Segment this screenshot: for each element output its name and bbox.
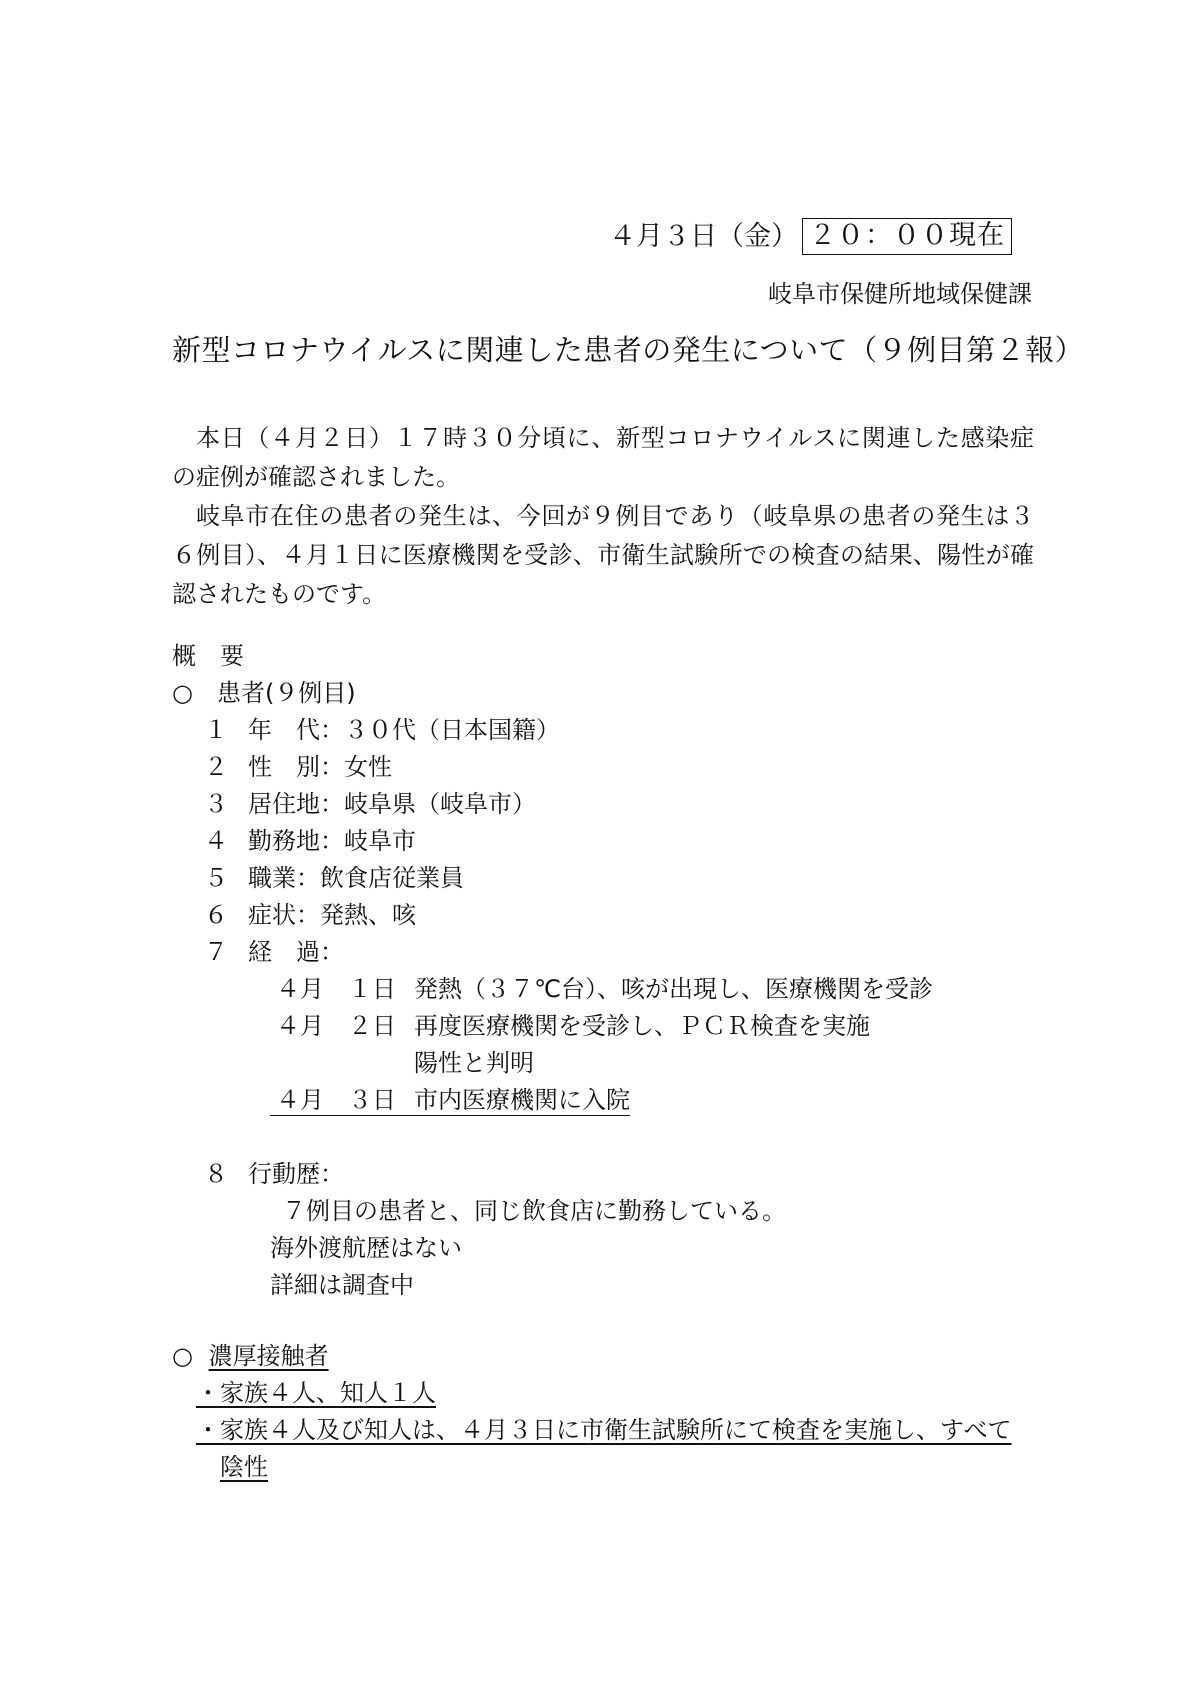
item-number: ２ [204,753,228,781]
item-number: １ [204,716,228,744]
item-number: ８ [204,1160,228,1188]
progress-text: 市内医療機関に入院 [414,1086,630,1114]
contacts-line [196,1379,436,1408]
item-value: 岐阜市 [344,827,416,855]
item-label: 居住地： [248,790,344,818]
history-item [204,1160,344,1189]
progress-date: ４月 ３日 [276,1086,396,1114]
contacts-heading: 濃厚接触者 [208,1342,329,1370]
item-value: 飲食店従業員 [320,864,464,892]
progress-row [276,1049,534,1078]
item-label: 性 別： [248,753,344,781]
item-label: 症状： [248,901,320,929]
item-number: ５ [204,864,228,892]
item-label: 行動歴： [248,1160,344,1188]
progress-date: ４月 ２日 [276,1012,396,1040]
contacts-line-text: ・家族４人及び知人は、４月３日に市衛生試験所にて検査を実施し、すべて [196,1416,1012,1444]
history-line: ７例目の患者と、同じ飲食店に勤務している。 [282,1197,786,1225]
overview-heading: 概 要 [172,642,244,670]
overview-item [204,827,416,856]
item-number: ７ [204,938,228,966]
contacts-line-text: ・家族４人、知人１人 [196,1379,436,1407]
overview-item [204,901,416,930]
item-label: 勤務地： [248,827,344,855]
intro-paragraph-2: 岐阜市在住の患者の発生は、今回が９例目であり（岐阜県の患者の発生は３６例目）、４月１日に医療機関を受診、市衛生試験所での検査の結果、陽性が確認されたものです。 [172,502,1034,608]
contacts-line [196,1416,1012,1445]
progress-date: ４月 １日 [276,975,396,1003]
overview-item [204,716,560,745]
item-label: 経 過： [248,938,344,966]
report-date-text: ４月３日（金） [609,220,798,252]
report-time-box: ２０：００現在 [802,218,1012,255]
progress-text: 再度医療機関を受診し、ＰＣＲ検査を実施 [414,1012,870,1040]
history-line: 詳細は調査中 [270,1271,414,1299]
patient-heading: ○ 患者(９例目) [172,679,356,707]
overview-item [204,790,536,819]
document-title: 新型コロナウイルスに関連した患者の発生について（９例目第２報） [172,333,1085,367]
item-label: 職業： [248,864,320,892]
progress-row [276,1012,870,1041]
contacts-bullet: ○ [172,1342,193,1370]
intro-paragraph-1: 本日（４月２日）１７時３０分頃に、新型コロナウイルスに関連した感染症の症例が確認されました。 [172,424,1034,491]
history-line: 海外渡航歴はない [270,1234,462,1262]
contacts-heading-row [172,1342,329,1371]
progress-row [276,975,933,1004]
item-number: ４ [204,827,228,855]
progress-row-underlined [270,1086,630,1116]
contacts-line [220,1453,268,1482]
progress-text: 発熱（３７℃台）、咳が出現し、医療機関を受診 [414,975,933,1003]
item-label: 年 代： [248,716,344,744]
item-value: ３０代（日本国籍） [344,716,560,744]
overview-item [204,864,464,893]
overview-item [204,938,344,967]
contacts-line-text: 陰性 [220,1453,268,1481]
overview-item [204,753,392,782]
item-number: ６ [204,901,228,929]
item-value: 女性 [344,753,392,781]
progress-row [270,1086,630,1115]
report-date [609,218,1012,255]
progress-text: 陽性と判明 [414,1049,534,1077]
item-value: 岐阜県（岐阜市） [344,790,536,818]
item-value: 発熱、咳 [320,901,416,929]
item-number: ３ [204,790,228,818]
department-name: 岐阜市保健所地域保健課 [768,280,1032,308]
